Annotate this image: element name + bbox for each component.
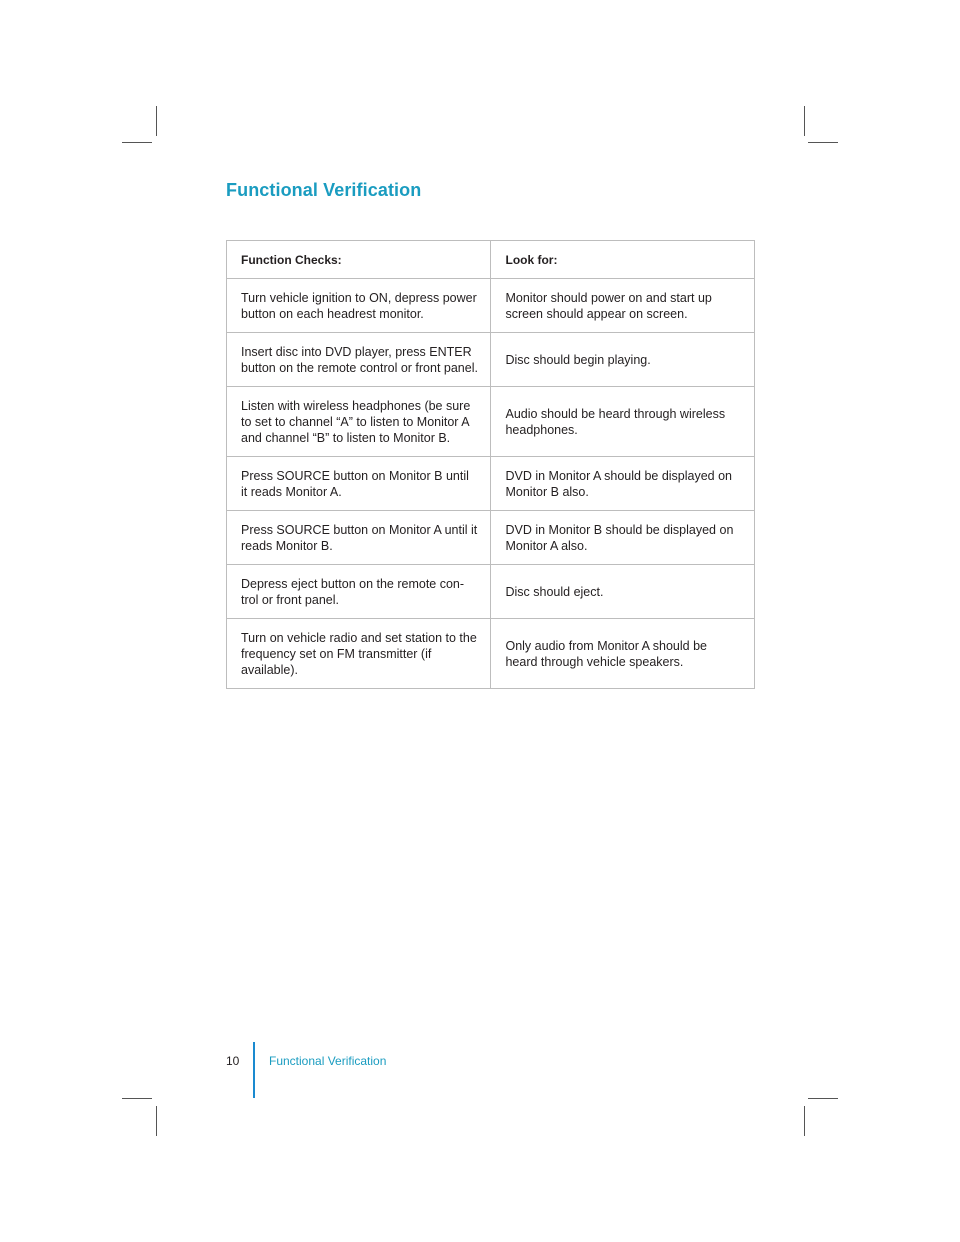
column-header-function-checks: Function Checks: xyxy=(227,241,491,279)
look-for-cell: Only audio from Monitor A should be heard through vehicle speakers. xyxy=(491,619,755,689)
function-check-cell: Press SOURCE button on Monitor B until it reads Monitor A. xyxy=(227,457,491,511)
function-check-cell: Listen with wireless headphones (be sure to set to channel “A” to listen to Monitor A and channel “B” to listen to Monitor B. xyxy=(227,387,491,457)
look-for-cell: Disc should eject. xyxy=(491,565,755,619)
footer-divider xyxy=(253,1042,255,1098)
column-header-look-for: Look for: xyxy=(491,241,755,279)
function-check-cell: Insert disc into DVD player, press ENTER button on the remote control or front panel. xyxy=(227,333,491,387)
table-row xyxy=(227,619,755,689)
page-number: 10 xyxy=(226,1054,240,1068)
look-for-cell: Disc should begin playing. xyxy=(491,333,755,387)
table-row xyxy=(227,279,755,333)
crop-mark xyxy=(122,1098,152,1099)
look-for-cell: Monitor should power on and start up screen should appear on screen. xyxy=(491,279,755,333)
crop-mark xyxy=(156,1106,157,1136)
table-row xyxy=(227,565,755,619)
function-check-cell: Turn vehicle ignition to ON, depress power button on each headrest monitor. xyxy=(227,279,491,333)
crop-mark xyxy=(804,106,805,136)
crop-mark xyxy=(808,142,838,143)
crop-mark xyxy=(804,1106,805,1136)
look-for-cell: DVD in Monitor B should be displayed on Monitor A also. xyxy=(491,511,755,565)
table-header-row xyxy=(227,241,755,279)
footer-section-label: Functional Verification xyxy=(269,1054,387,1068)
function-check-cell: Press SOURCE button on Monitor A until it reads Monitor B. xyxy=(227,511,491,565)
table-row xyxy=(227,333,755,387)
page-title: Functional Verification xyxy=(226,180,422,200)
crop-mark xyxy=(122,142,152,143)
table-row xyxy=(227,511,755,565)
function-check-cell: Turn on vehicle radio and set station to the frequency set on FM transmitter (if available). xyxy=(227,619,491,689)
crop-mark xyxy=(156,106,157,136)
look-for-cell: Audio should be heard through wireless headphones. xyxy=(491,387,755,457)
table-row xyxy=(227,387,755,457)
look-for-cell: DVD in Monitor A should be displayed on Monitor B also. xyxy=(491,457,755,511)
table-row xyxy=(227,457,755,511)
function-check-cell: Depress eject button on the remote con-trol or front panel. xyxy=(227,565,491,619)
function-checks-table xyxy=(226,240,755,689)
crop-mark xyxy=(808,1098,838,1099)
